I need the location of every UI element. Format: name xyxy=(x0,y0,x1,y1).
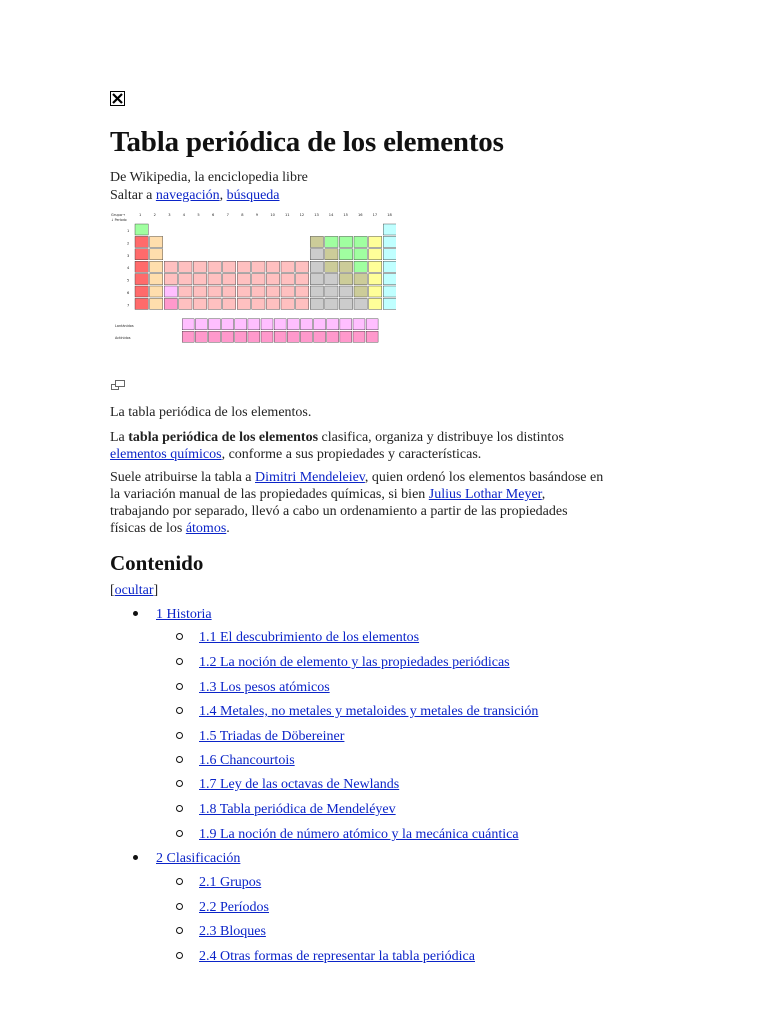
element-cell xyxy=(164,298,177,309)
toc-link[interactable]: 1.4 Metales, no metales y metaloides y metales de transición xyxy=(199,704,539,719)
element-cell xyxy=(150,249,163,260)
lanthanide-cell xyxy=(222,319,234,330)
lanthanide-cell xyxy=(248,319,260,330)
actinide-cell xyxy=(327,331,339,342)
element-cell xyxy=(325,298,338,309)
toc-subitem xyxy=(176,924,266,940)
element-cell xyxy=(193,274,206,285)
element-cell xyxy=(252,298,265,309)
group-number: 1 xyxy=(139,213,142,217)
toc-hide-link[interactable]: ocultar xyxy=(114,583,154,598)
lanthanide-cell xyxy=(274,319,286,330)
element-cell xyxy=(383,298,396,309)
jump-links: Saltar a navegación, búsqueda xyxy=(110,188,280,203)
element-cell xyxy=(369,236,382,247)
lanthanide-cell xyxy=(366,319,378,330)
toc-subitem xyxy=(176,777,399,793)
toc-subitem xyxy=(176,753,295,769)
element-cell xyxy=(208,298,221,309)
toc-subitem xyxy=(176,630,419,646)
group-number: 3 xyxy=(168,213,171,217)
element-cell xyxy=(339,286,352,297)
element-cell xyxy=(208,274,221,285)
toc-link[interactable]: 2.4 Otras formas de representar la tabla periódica xyxy=(199,949,475,964)
actinide-cell xyxy=(340,331,352,342)
element-cell xyxy=(179,261,192,272)
element-cell xyxy=(164,286,177,297)
lanthanide-cell xyxy=(182,319,194,330)
element-cell xyxy=(223,298,236,309)
lanthanide-cell xyxy=(300,319,312,330)
element-cell xyxy=(369,298,382,309)
element-cell xyxy=(150,286,163,297)
toc-link[interactable]: 1 Historia xyxy=(156,607,212,622)
element-cell xyxy=(237,274,250,285)
actinide-cell xyxy=(274,331,286,342)
element-cell xyxy=(325,236,338,247)
element-cell xyxy=(369,249,382,260)
toc-link[interactable]: 1.2 La noción de elemento y las propiedades periódicas xyxy=(199,655,510,670)
toc-subitem xyxy=(176,680,330,696)
toc-link[interactable]: 2.3 Bloques xyxy=(199,924,266,939)
element-cell xyxy=(296,274,309,285)
element-cell xyxy=(383,286,396,297)
toc-item xyxy=(133,851,240,867)
actinide-cell xyxy=(248,331,260,342)
group-number: 4 xyxy=(182,213,186,217)
lanthanide-cell xyxy=(208,319,220,330)
group-number: 13 xyxy=(314,213,319,217)
period-number: 4 xyxy=(127,266,130,271)
element-cell xyxy=(179,298,192,309)
element-cell xyxy=(383,236,396,247)
element-cell xyxy=(296,298,309,309)
element-cell xyxy=(252,261,265,272)
element-cell xyxy=(383,224,396,235)
element-cell xyxy=(383,261,396,272)
toc-link[interactable]: 2 Clasificación xyxy=(156,851,241,866)
element-cell xyxy=(354,236,367,247)
element-cell xyxy=(179,274,192,285)
element-cell xyxy=(135,249,148,260)
period-axis-label: ↓ Período xyxy=(111,218,127,222)
element-cell xyxy=(208,261,221,272)
element-cell xyxy=(237,298,250,309)
group-number: 8 xyxy=(241,213,244,217)
actinide-cell xyxy=(314,331,326,342)
element-cell xyxy=(266,274,279,285)
lanthanide-cell xyxy=(327,319,339,330)
group-number: 18 xyxy=(387,213,392,217)
element-cell xyxy=(310,236,323,247)
element-cell xyxy=(223,274,236,285)
toc-item xyxy=(133,607,212,623)
toc-link[interactable]: 1.7 Ley de las octavas de Newlands xyxy=(199,777,400,792)
toc-subitem xyxy=(176,802,396,818)
toc-subitem xyxy=(176,704,538,720)
toc-subitem xyxy=(176,875,261,891)
element-cell xyxy=(281,286,294,297)
mendeleiev-link[interactable]: Dimitri Mendeleiev xyxy=(255,470,365,485)
element-cell xyxy=(223,261,236,272)
meyer-link[interactable]: Julius Lothar Meyer xyxy=(428,487,542,502)
element-cell xyxy=(266,298,279,309)
group-number: 5 xyxy=(197,213,200,217)
actinide-cell xyxy=(353,331,365,342)
lanthanide-cell xyxy=(195,319,207,330)
actinide-cell xyxy=(261,331,273,342)
element-cell xyxy=(339,249,352,260)
element-cell xyxy=(135,261,148,272)
toc-link[interactable]: 1.8 Tabla periódica de Mendeléyev xyxy=(199,802,396,817)
element-cell xyxy=(325,274,338,285)
lanthanide-cell xyxy=(340,319,352,330)
atoms-link[interactable]: átomos xyxy=(185,521,227,536)
actinide-cell xyxy=(208,331,220,342)
toc-link[interactable]: 1.5 Triadas de Döbereiner xyxy=(199,729,345,744)
actinide-cell xyxy=(222,331,234,342)
broken-image-icon xyxy=(110,91,125,106)
lanthanide-cell xyxy=(314,319,326,330)
element-cell xyxy=(281,298,294,309)
toc-link[interactable]: 1.1 El descubrimiento de los elementos xyxy=(199,630,420,645)
element-cell xyxy=(150,261,163,272)
element-cell xyxy=(354,261,367,272)
element-cell xyxy=(135,286,148,297)
history-paragraph: Suele atribuirse la tabla a Dimitri Mendeleiev, quien ordenó los elementos basándose en la variación manual de las propiedades químicas, si bien Julius Lothar Meyer, trabajando por separado, llevó a cabo un ordenamiento a partir de las propiedades físicas de los átomos. xyxy=(110,470,604,536)
element-cell xyxy=(354,286,367,297)
element-cell xyxy=(135,274,148,285)
toc-link[interactable]: 2.2 Períodos xyxy=(199,900,269,915)
element-cell xyxy=(354,249,367,260)
actinide-cell xyxy=(300,331,312,342)
element-cell xyxy=(325,261,338,272)
page-title: Tabla periódica de los elementos xyxy=(110,126,504,158)
element-cell xyxy=(252,286,265,297)
element-cell xyxy=(296,286,309,297)
actinide-cell xyxy=(195,331,207,342)
element-cell xyxy=(310,274,323,285)
element-cell xyxy=(354,274,367,285)
actinide-cell xyxy=(287,331,299,342)
element-cell xyxy=(266,286,279,297)
group-number: 17 xyxy=(372,213,378,217)
element-cell xyxy=(193,286,206,297)
intro-paragraph: La tabla periódica de los elementos clasifica, organiza y distribuye los distintos elementos químicos, conforme a sus propiedades y características. xyxy=(110,430,564,462)
element-cell xyxy=(193,298,206,309)
element-cell xyxy=(310,298,323,309)
group-number: 11 xyxy=(285,213,290,217)
element-cell xyxy=(252,274,265,285)
element-cell xyxy=(237,261,250,272)
element-cell xyxy=(310,261,323,272)
element-cell xyxy=(150,274,163,285)
group-number: 7 xyxy=(226,213,229,217)
element-cell xyxy=(266,261,279,272)
period-number: 2 xyxy=(127,241,130,246)
jump-navigation-link[interactable]: navegación xyxy=(155,188,220,203)
element-cell xyxy=(281,274,294,285)
element-cell xyxy=(369,261,382,272)
element-cell xyxy=(339,274,352,285)
element-cell xyxy=(325,249,338,260)
period-number: 1 xyxy=(127,229,130,233)
element-cell xyxy=(150,236,163,247)
element-cell xyxy=(135,224,148,235)
group-number: 10 xyxy=(270,213,275,217)
element-cell xyxy=(223,286,236,297)
group-number: 15 xyxy=(343,213,348,217)
element-cell xyxy=(193,261,206,272)
element-cell xyxy=(369,274,382,285)
actinide-cell xyxy=(182,331,194,342)
element-cell xyxy=(150,298,163,309)
element-cell xyxy=(310,249,323,260)
group-number: 9 xyxy=(255,213,259,217)
element-cell xyxy=(339,298,352,309)
period-number: 6 xyxy=(127,291,130,295)
group-number: 2 xyxy=(153,213,156,217)
element-cell xyxy=(339,261,352,272)
element-cell xyxy=(164,261,177,272)
element-cell xyxy=(135,236,148,247)
element-cell xyxy=(164,274,177,285)
toc-toggle: [ocultar] xyxy=(110,583,159,598)
toc-subitem xyxy=(176,827,519,843)
element-cell xyxy=(354,298,367,309)
lanthanide-cell xyxy=(353,319,365,330)
element-cell xyxy=(383,249,396,260)
chemical-elements-link[interactable]: elementos químicos xyxy=(110,447,222,462)
period-number: 3 xyxy=(127,253,130,258)
element-cell xyxy=(237,286,250,297)
group-axis-label: Grupo→ xyxy=(111,213,126,217)
period-number: 5 xyxy=(127,278,130,283)
toc-link[interactable]: 1.3 Los pesos atómicos xyxy=(199,680,330,695)
lanthanide-cell xyxy=(261,319,273,330)
site-subtitle: De Wikipedia, la enciclopedia libre xyxy=(110,170,308,185)
image-caption: La tabla periódica de los elementos. xyxy=(110,405,312,420)
element-cell xyxy=(369,286,382,297)
magnify-icon[interactable] xyxy=(111,380,125,390)
element-cell xyxy=(296,261,309,272)
toc-link[interactable]: 1.9 La noción de número atómico y la mecánica cuántica xyxy=(199,827,519,842)
toc-subitem xyxy=(176,900,269,916)
periodic-table-image[interactable] xyxy=(111,211,396,364)
toc-subitem xyxy=(176,729,344,745)
toc-subitem xyxy=(176,655,510,671)
group-number: 6 xyxy=(212,213,215,217)
toc-title: Contenido xyxy=(110,551,204,575)
element-cell xyxy=(135,298,148,309)
actinide-cell xyxy=(235,331,247,342)
toc-link[interactable]: 2.1 Grupos xyxy=(199,875,262,890)
group-number: 14 xyxy=(328,213,334,217)
toc-subitem xyxy=(176,949,475,965)
element-cell xyxy=(325,286,338,297)
actinide-cell xyxy=(366,331,378,342)
element-cell xyxy=(339,236,352,247)
lanthanides-label: Lantánidos xyxy=(115,323,134,328)
element-cell xyxy=(383,274,396,285)
element-cell xyxy=(310,286,323,297)
toc-link[interactable]: 1.6 Chancourtois xyxy=(199,753,295,768)
actinides-label: Actínidos xyxy=(115,336,131,341)
lanthanide-cell xyxy=(287,319,299,330)
jump-search-link[interactable]: búsqueda xyxy=(226,188,280,203)
element-cell xyxy=(281,261,294,272)
lanthanide-cell xyxy=(235,319,247,330)
group-number: 12 xyxy=(299,213,305,217)
element-cell xyxy=(208,286,221,297)
group-number: 16 xyxy=(358,213,363,217)
element-cell xyxy=(179,286,192,297)
period-number: 7 xyxy=(127,303,130,308)
